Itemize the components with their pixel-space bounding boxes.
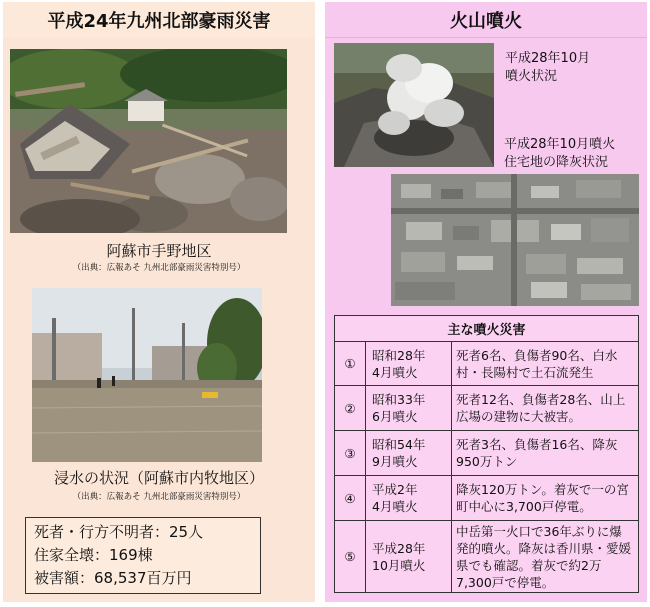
heavy-rain-panel — [3, 2, 315, 602]
table-title: 主な噴火災害 — [335, 316, 639, 342]
damage-stats-box — [25, 517, 261, 594]
eruption-caption — [505, 50, 590, 86]
row-description: 死者3名、負傷者16名、降灰950万トン — [452, 431, 639, 476]
row-era-month: 9月噴火 — [372, 454, 418, 469]
flood-photo — [32, 288, 262, 462]
table-header-row — [335, 316, 639, 342]
row-era — [366, 342, 452, 386]
photo2-source: （出典：広報あそ 九州北部豪雨災害特別号） — [72, 492, 246, 502]
row-era — [366, 476, 452, 521]
ashfall-caption-line2: 住宅地の降灰状況 — [504, 155, 609, 170]
eruption-caption-line2: 噴火状況 — [505, 69, 558, 84]
volcano-title: 火山噴火 — [325, 2, 647, 38]
row-era-year: 昭和54年 — [372, 437, 426, 452]
row-era-month: 4月噴火 — [372, 364, 418, 380]
photo1-caption: 阿蘇市手野地区 — [106, 242, 212, 260]
stat-damage-amount: 被害額：68,537百万円 — [34, 569, 192, 587]
eruption-photo — [334, 43, 494, 167]
row-era-year: 昭和33年 — [372, 392, 426, 407]
row-era-month: 6月噴火 — [372, 409, 418, 424]
ashfall-caption — [504, 136, 615, 172]
row-number: ④ — [335, 476, 366, 521]
eruption-caption-line1: 平成28年10月 — [505, 51, 591, 66]
row-description: 降灰120万トン。着灰で一の宮町中心に3,700戸停電。 — [452, 476, 639, 521]
ashfall-aerial-photo — [391, 174, 639, 306]
table-row — [335, 342, 639, 386]
stat-casualties: 死者・行方不明者：25人 — [34, 523, 204, 541]
stat-houses-destroyed: 住家全壊：169棟 — [34, 546, 153, 564]
row-description: 死者6名、負傷者90名、白水村・長陽村で土石流発生 — [452, 342, 639, 386]
table-row — [335, 386, 639, 431]
heavy-rain-title: 平成24年九州北部豪雨災害 — [3, 2, 315, 38]
row-era — [366, 386, 452, 431]
landslide-photo — [10, 49, 287, 233]
row-description: 中岳第一火口で36年ぶりに爆発的噴火。降灰は香川県・愛媛県でも確認。着灰で約2万7,300戸で停電。 — [452, 521, 639, 593]
row-era-year: 昭和28年 — [372, 347, 426, 363]
row-era-year: 平成2年 — [372, 482, 418, 497]
table-row — [335, 521, 639, 593]
photo2-caption: 浸水の状況（阿蘇市内牧地区） — [53, 469, 264, 487]
row-era — [366, 431, 452, 476]
row-description: 死者12名、負傷者28名、山上広場の建物に大被害。 — [452, 386, 639, 431]
row-number: ① — [335, 342, 366, 386]
row-era-month: 10月噴火 — [372, 557, 426, 573]
row-number: ⑤ — [335, 521, 366, 593]
eruption-disaster-table — [334, 315, 639, 593]
row-number: ③ — [335, 431, 366, 476]
table-row — [335, 476, 639, 521]
volcano-panel — [325, 2, 647, 602]
row-number: ② — [335, 386, 366, 431]
row-era-year: 平成28年 — [372, 540, 426, 556]
row-era — [366, 521, 452, 593]
table-row — [335, 431, 639, 476]
ashfall-caption-line1: 平成28年10月噴火 — [504, 137, 616, 152]
photo1-source: （出典：広報あそ 九州北部豪雨災害特別号） — [72, 263, 246, 273]
row-era-month: 4月噴火 — [372, 499, 418, 514]
